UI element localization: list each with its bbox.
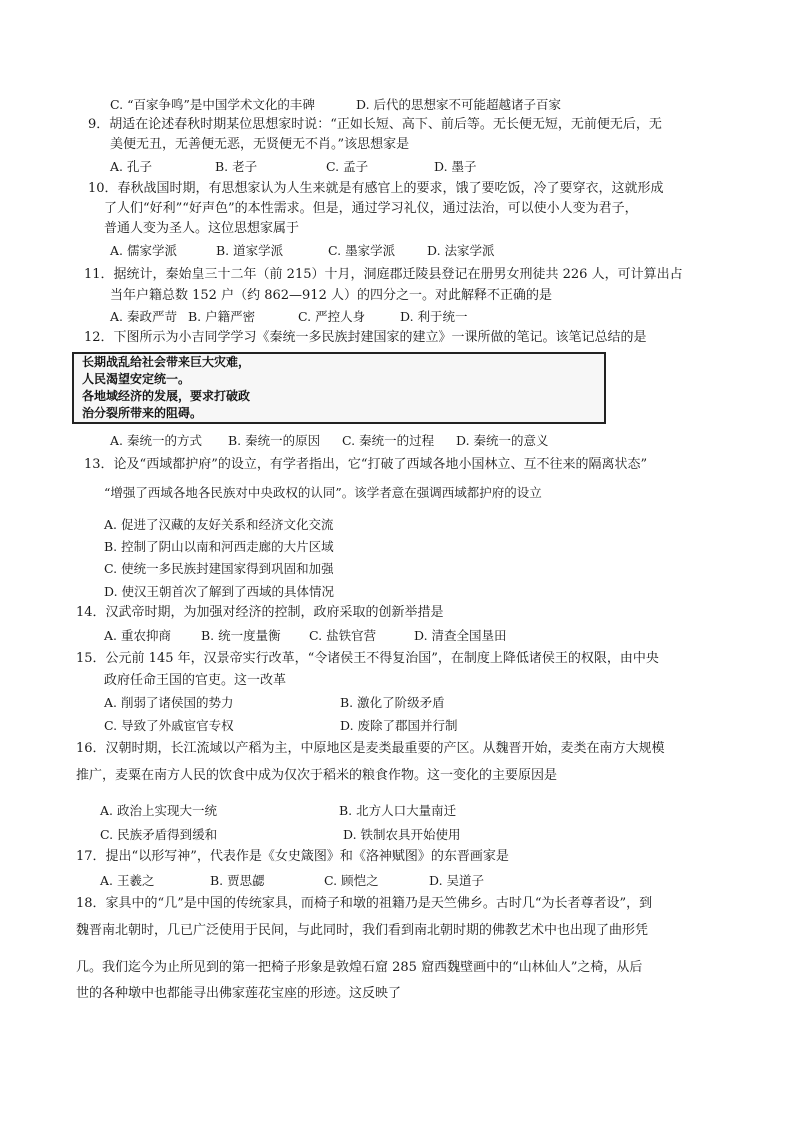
- q14-option-b: B. 统一度量衡: [201, 628, 281, 643]
- q12-option-d: D. 秦统一的意义: [456, 433, 549, 448]
- q10-option-c: C. 墨家学派: [328, 243, 396, 258]
- note-line-1: 长期战乱给社会带来巨大灾难，: [82, 355, 251, 369]
- q16-option-a: A. 政治上实现大一统: [100, 803, 217, 818]
- question-16-line-2: 推广，麦粟在南方人民的饮食中成为仅次于稻米的粮食作物。这一变化的主要原因是: [76, 768, 558, 783]
- question-9-line-2: 美便无丑，无善便无恶，无贤便无不肖。”该思想家是: [110, 137, 410, 152]
- question-14-line-1: 14．汉武帝时期，为加强对经济的控制，政府采取的创新举措是: [76, 605, 444, 620]
- q16-option-c: C. 民族矛盾得到缓和: [100, 827, 218, 842]
- q11-option-a: A. 秦政严苛: [110, 309, 177, 324]
- question-10-line-2: 了人们“好利”“好声色”的本性需求。但是，通过学习礼仪，通过法治，可以使小人变为君子，: [104, 201, 638, 216]
- question-18-line-1: 18．家具中的“几”是中国的传统家具，而椅子和墩的祖籍乃是天竺佛乡。古时几“为长者尊者设”，到: [76, 896, 653, 911]
- q12-option-c: C. 秦统一的过程: [342, 433, 435, 448]
- q11-option-c: C. 严控人身: [298, 309, 366, 324]
- question-18-line-3: 几。我们迄今为止所见到的第一把椅子形象是敦煌石窟 285 窟西魏壁画中的“山林仙人”之椅，从后: [76, 960, 643, 975]
- question-11-line-2: 当年户籍总数 152 户（约 862—912 人）的四分之一。对此解释不正确的是: [110, 288, 552, 303]
- q12-option-a: A. 秦统一的方式: [110, 433, 202, 448]
- note-image: [72, 352, 606, 424]
- q10-option-d: D. 法家学派: [427, 243, 495, 258]
- q14-option-d: D. 清查全国垦田: [414, 628, 507, 643]
- q11-option-b: B. 户籍严密: [188, 309, 256, 324]
- q15-option-a: A. 削弱了诸侯国的势力: [104, 695, 234, 710]
- note-line-2: 人民渴望安定统一。: [82, 372, 191, 386]
- q11-option-d: D. 利于统一: [400, 309, 468, 324]
- question-17-line-1: 17．提出“以形写神”，代表作是《女史箴图》和《洛神赋图》的东晋画家是: [76, 849, 509, 864]
- q12-option-b: B. 秦统一的原因: [228, 433, 321, 448]
- q13-option-d: D. 使汉王朝首次了解到了西域的具体情况: [104, 584, 335, 599]
- q14-option-a: A. 重农抑商: [104, 628, 171, 643]
- question-13-line-2: “增强了西域各地各民族对中央政权的认同”。该学者意在强调西域都护府的设立: [104, 485, 542, 500]
- q9-option-c: C. 孟子: [326, 159, 369, 174]
- q17-option-c: C. 顾恺之: [324, 873, 379, 888]
- question-12-line-1: 12．下图所示为小吉同学学习《秦统一多民族封建国家的建立》一课所做的笔记。该笔记总结的是: [84, 330, 647, 345]
- q10-option-a: A. 儒家学派: [110, 243, 177, 258]
- question-10-line-3: 普通人变为圣人。这位思想家属于: [104, 221, 300, 236]
- question-16-line-1: 16．汉朝时期，长江流域以产稻为主，中原地区是麦类最重要的产区。从魏晋开始，麦类在南方大规模: [76, 741, 665, 756]
- q15-option-c: C. 导致了外戚宦官专权: [104, 718, 234, 733]
- question-18-line-2: 魏晋南北朝时，几已广泛使用于民间，与此同时，我们看到南北朝时期的佛教艺术中也出现了曲形凭: [76, 923, 649, 938]
- q16-option-b: B. 北方人口大量南迁: [339, 803, 457, 818]
- question-15-line-1: 15．公元前 145 年，汉景帝实行改革，“令诸侯王不得复治国”，在制度上降低诸侯王的权限，由中央: [76, 651, 659, 666]
- q9-option-b: B. 老子: [215, 159, 258, 174]
- option-c: C. “百家争鸣”是中国学术文化的丰碑: [110, 97, 315, 112]
- q13-option-a: A. 促进了汉藏的友好关系和经济文化交流: [104, 517, 334, 532]
- option-d: D. 后代的思想家不可能超越诸子百家: [356, 97, 562, 112]
- q14-option-c: C. 盐铁官营: [309, 628, 377, 643]
- q17-option-b: B. 贾思勰: [210, 873, 265, 888]
- q10-option-b: B. 道家学派: [216, 243, 284, 258]
- question-10-line-1: 10．春秋战国时期，有思想家认为人生来就是有感官上的要求，饿了要吃饭，冷了要穿衣，这就形成: [88, 181, 664, 196]
- q17-option-d: D. 吴道子: [429, 873, 485, 888]
- note-line-4: 治分裂所带来的阻碍。: [82, 406, 203, 420]
- question-13-line-1: 13．论及“西域都护府”的设立，有学者指出，它“打破了西域各地小国林立、互不往来的隔离状态”: [84, 457, 648, 472]
- q17-option-a: A. 王羲之: [100, 873, 155, 888]
- q16-option-d: D. 铁制农具开始使用: [343, 827, 461, 842]
- q9-option-d: D. 墨子: [434, 159, 477, 174]
- note-line-3: 各地域经济的发展，要求打破政: [82, 389, 251, 403]
- question-18-line-4: 世的各种墩中也都能寻出佛家莲花宝座的形迹。这反映了: [76, 986, 402, 1001]
- q13-option-c: C. 使统一多民族封建国家得到巩固和加强: [104, 561, 334, 576]
- question-15-line-2: 政府任命王国的官吏。这一改革: [104, 673, 287, 688]
- q15-option-b: B. 激化了阶级矛盾: [340, 695, 445, 710]
- question-9-line-1: 9．胡适在论述春秋时期某位思想家时说：“正如长短、高下、前后等。无长便无短，无前便无后，无: [88, 117, 662, 132]
- question-11-line-1: 11．据统计，秦始皇三十二年（前 215）十月，洞庭郡迁陵县登记在册男女刑徒共 226 人，可计算出占: [84, 267, 683, 282]
- q15-option-d: D. 废除了郡国并行制: [340, 718, 458, 733]
- q13-option-b: B. 控制了阴山以南和河西走廊的大片区域: [104, 539, 334, 554]
- q9-option-a: A. 孔子: [110, 159, 152, 174]
